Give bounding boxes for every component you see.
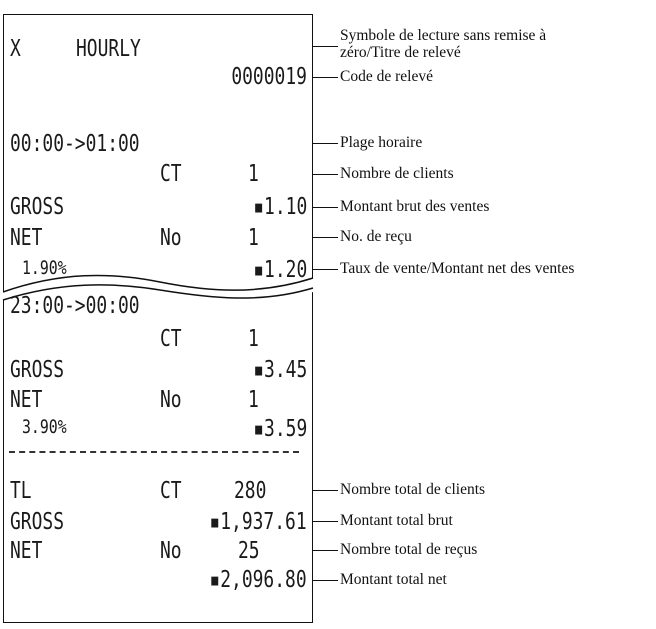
no-label-2: No [160,387,182,413]
total-net-value: ▪2,096.80 [209,567,307,593]
leader-total-gross [312,521,338,522]
no-label-1: No [160,225,182,251]
total-no-value: 25 [238,538,260,564]
net-value-1: ▪1.20 [252,257,307,283]
gross-value-1: ▪1.10 [252,194,307,220]
report-code: 0000019 [231,64,307,90]
total-ct-label: CT [160,478,182,504]
net-label-2: NET [10,387,43,413]
leader-gross [312,207,338,208]
leader-customers [312,174,338,175]
time-range-1: 00:00->01:00 [10,131,140,157]
ct-label-2: CT [160,326,182,352]
mode-symbol: X [10,36,21,62]
no-value-2: 1 [248,387,259,413]
caption-symbol: Symbole de lecture sans remise à zéro/Titre de relevé [340,27,547,62]
leader-rate-net [312,269,338,270]
net-value-2: ▪3.59 [252,416,307,442]
leader-symbol [312,46,338,47]
total-no-label: No [160,538,182,564]
total-gross-value: ▪1,937.61 [209,509,307,535]
report-title: HOURLY [76,36,141,62]
leader-total-net [312,580,338,581]
no-value-1: 1 [248,225,259,251]
caption-code: Code de relevé [340,68,433,85]
leader-total-receipts [312,550,338,551]
net-label-1: NET [10,225,43,251]
leader-receipt-no [312,237,338,238]
leader-total-customers [312,490,338,491]
caption-total-gross: Montant total brut [340,512,453,529]
caption-receipt-no: No. de reçu [340,228,412,245]
separator-line [9,451,299,453]
time-range-2: 23:00->00:00 [10,293,140,319]
ct-value-1: 1 [248,161,259,187]
gross-label-2: GROSS [10,357,65,383]
caption-customers: Nombre de clients [340,165,454,182]
total-gross-label: GROSS [10,509,65,535]
caption-total-net: Montant total net [340,571,447,588]
rate-2: 3.90% [22,416,67,438]
rate-1: 1.90% [22,257,67,279]
ct-label-1: CT [160,161,182,187]
leader-code [312,77,338,78]
caption-rate-net: Taux de vente/Montant net des ventes [340,260,575,277]
ct-value-2: 1 [248,326,259,352]
caption-total-receipts: Nombre total de reçus [340,541,478,558]
caption-gross: Montant brut des ventes [340,198,490,215]
caption-range: Plage horaire [340,134,423,151]
gross-label-1: GROSS [10,194,65,220]
total-ct-value: 280 [234,478,267,504]
total-net-label: NET [10,538,43,564]
caption-total-customers: Nombre total de clients [340,481,486,498]
total-label: TL [10,478,32,504]
gross-value-2: ▪3.45 [252,357,307,383]
leader-range [312,143,338,144]
